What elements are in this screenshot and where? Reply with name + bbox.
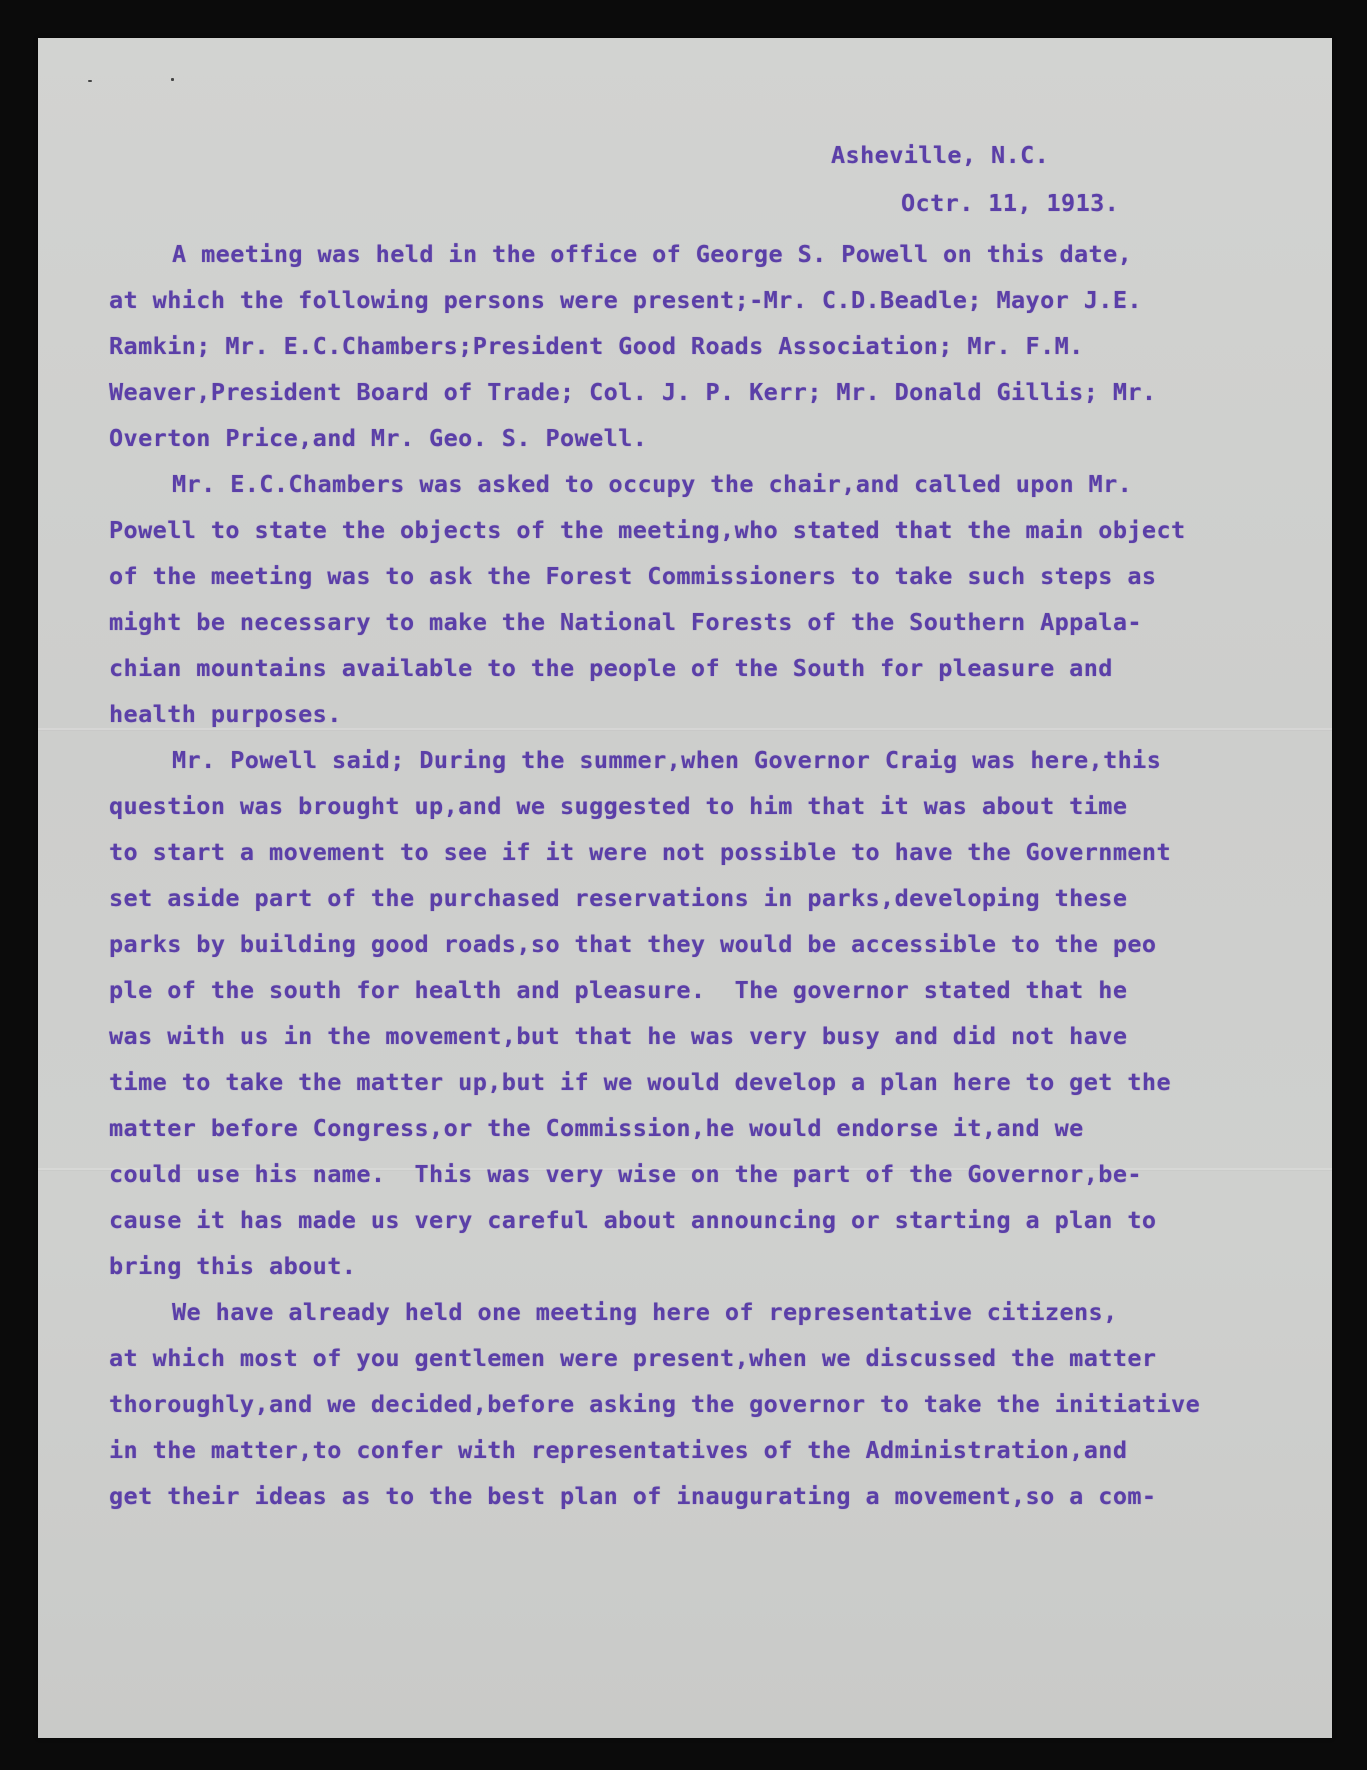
paragraph-4-line-4: in the matter,to confer with representatives of the Administration,and [109,1436,1128,1464]
letter-date: Octr. 11, 1913. [901,189,1120,217]
paragraph-2-line-3: of the meeting was to ask the Forest Commissioners to take such steps as [109,562,1157,590]
paragraph-2-line-1: Mr. E.C.Chambers was asked to occupy the chair,and called upon Mr. [172,470,1133,498]
paragraph-2-line-5: chian mountains available to the people of the South for pleasure and [109,654,1113,682]
letter-place: Asheville, N.C. [831,141,1050,169]
paragraph-1-line-2: at which the following persons were present;-Mr. C.D.Beadle; Mayor J.E. [109,286,1142,314]
paragraph-3-line-8: time to take the matter up,but if we would develop a plan here to get the [109,1068,1172,1096]
paragraph-3-line-5: parks by building good roads,so that they would be accessible to the peo [109,930,1157,958]
paragraph-4-line-3: thoroughly,and we decided,before asking the governor to take the initiative [109,1390,1201,1418]
paragraph-4-line-1: We have already held one meeting here of representative citizens, [172,1298,1118,1326]
paragraph-1-line-3: Ramkin; Mr. E.C.Chambers;President Good Roads Association; Mr. F.M. [109,332,1084,360]
paragraph-3-line-6: ple of the south for health and pleasure. The governor stated that he [109,976,1128,1004]
paragraph-2-line-6: health purposes. [109,700,342,728]
paragraph-3-line-7: was with us in the movement,but that he was very busy and did not have [109,1022,1128,1050]
paper-speck [88,80,92,82]
paragraph-4-line-2: at which most of you gentlemen were present,when we discussed the matter [109,1344,1157,1372]
paragraph-3-line-11: cause it has made us very careful about announcing or starting a plan to [109,1206,1157,1234]
paragraph-1-line-1: A meeting was held in the office of George S. Powell on this date, [172,240,1133,268]
paragraph-3-line-2: question was brought up,and we suggested to him that it was about time [109,792,1128,820]
paper-fold-crease [38,728,1332,731]
paragraph-1-line-5: Overton Price,and Mr. Geo. S. Powell. [109,424,648,452]
paragraph-3-line-1: Mr. Powell said; During the summer,when Governor Craig was here,this [172,746,1162,774]
paragraph-2-line-4: might be necessary to make the National Forests of the Southern Appala- [109,608,1142,636]
typed-letter-page [38,38,1332,1738]
paragraph-1-line-4: Weaver,President Board of Trade; Col. J. P. Kerr; Mr. Donald Gillis; Mr. [109,378,1157,406]
paragraph-3-line-4: set aside part of the purchased reservations in parks,developing these [109,884,1128,912]
paragraph-3-line-9: matter before Congress,or the Commission,he would endorse it,and we [109,1114,1084,1142]
paragraph-4-line-5: get their ideas as to the best plan of inaugurating a movement,so a com- [109,1482,1157,1510]
paragraph-3-line-12: bring this about. [109,1252,357,1280]
paragraph-3-line-10: could use his name. This was very wise on the part of the Governor,be- [109,1160,1142,1188]
paper-speck [171,78,174,81]
paragraph-3-line-3: to start a movement to see if it were not possible to have the Government [109,838,1172,866]
paragraph-2-line-2: Powell to state the objects of the meeting,who stated that the main object [109,516,1186,544]
